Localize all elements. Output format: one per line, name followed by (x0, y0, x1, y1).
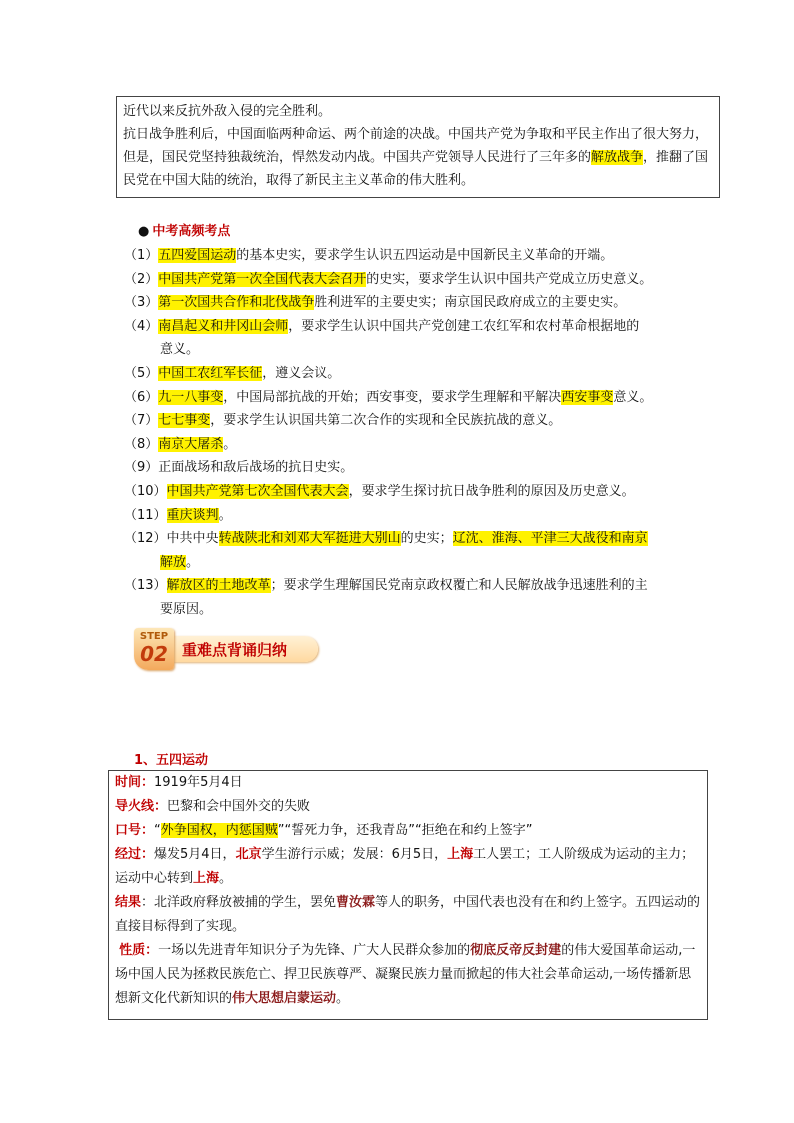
item-highlight: 七七事变 (158, 413, 211, 429)
item-highlight: 重庆谈判 (166, 507, 219, 523)
list-item (124, 456, 684, 480)
time-value: 1919年5月4日 (154, 775, 243, 790)
item-number: （8） (124, 436, 159, 452)
course-beijing: 北京 (235, 847, 262, 862)
item-text: ，要求学生认识国共第二次合作的实现和全民族抗战的意义。 (210, 413, 562, 429)
course-text-end: 。 (219, 871, 233, 886)
list-item-continuation (124, 598, 684, 622)
list-item (124, 244, 684, 268)
item-highlight-2: 西安事变 (561, 389, 614, 405)
list-item (124, 362, 684, 386)
item-text: ；要求学生理解国民党南京政权覆亡和人民解放战争迅速胜利的主 (270, 578, 648, 594)
item-highlight: 中国共产党第七次全国代表大会 (166, 483, 349, 499)
item-highlight-continued: 解放 (160, 554, 187, 570)
section-title: 1、五四运动 (134, 753, 209, 768)
item-number: （10） (124, 483, 167, 499)
item-number: （5） (124, 365, 159, 381)
item-text: 的基本史实，要求学生认识五四运动是中国新民主义革命的开端。 (236, 248, 614, 263)
bullet-icon: ● (138, 224, 150, 239)
nature-text: 一场以先进青年知识分子为先锋、广大人民群众参加的 (158, 943, 471, 958)
exam-points-list (124, 244, 684, 622)
item-text: 。 (223, 436, 237, 452)
item-number: （11） (124, 507, 167, 523)
item-number: （1） (124, 248, 159, 263)
nature-row (115, 939, 701, 1011)
slogan-row (115, 819, 701, 843)
summary-line: 近代以来反抗外敌入侵的完全胜利。 (123, 104, 332, 119)
list-item (124, 504, 684, 528)
result-label: 结果 (115, 895, 142, 910)
item-highlight: 中国工农红军长征 (158, 365, 263, 381)
item-text: ，遵义会议。 (262, 365, 341, 381)
item-number: （3） (124, 295, 159, 311)
course-row (115, 843, 701, 891)
time-label: 时间： (115, 775, 155, 790)
item-highlight: 转战陕北和刘邓大军挺进大别山 (218, 531, 401, 547)
item-number: （12） (124, 531, 167, 547)
step-title-bar (168, 636, 318, 662)
exam-points-heading (138, 220, 230, 239)
list-item (124, 574, 684, 598)
result-name: 曹汝霖 (336, 895, 376, 910)
item-highlight: 南京大屠杀 (158, 436, 224, 452)
item-highlight: 南昌起义和井冈山会师 (158, 318, 289, 334)
list-item (124, 291, 684, 315)
item-number: （7） (124, 413, 159, 429)
nature-emphasis-2: 伟大思想启蒙运动 (232, 991, 337, 1006)
slogan-rest: ”“誓死力争，还我青岛”“拒绝在和约上签字” (277, 823, 533, 838)
summary-paragraph (123, 123, 713, 192)
list-item (124, 315, 684, 339)
result-text-2: 等人的职务，中国代表也没有在和约上签字。五四运动的直接目标得到了实现。 (115, 895, 701, 934)
course-label: 经过： (115, 847, 155, 862)
step-banner (134, 628, 318, 670)
list-item-continuation (124, 338, 684, 362)
summary-text: 抗日战争胜利后，中国面临两种命运、两个前途的决战。中国共产党为争取和平民主作出了很大努力，但是，国民党坚持独裁统治，悍然发动内战。中国共产党领导人民进行了三年多的 (123, 127, 709, 165)
fuse-label: 导火线： (115, 799, 168, 814)
item-highlight: 中国共产党第一次全国代表大会召开 (158, 271, 367, 287)
item-text: 。 (218, 507, 232, 523)
item-number: （9） (124, 460, 159, 476)
slogan-quote: “ (154, 823, 161, 838)
exam-points-title: 中考高频考点 (152, 224, 231, 239)
item-text: 的史实； (400, 531, 453, 547)
course-text: 爆发5月4日， (154, 847, 236, 862)
time-row (115, 771, 701, 795)
step-badge (134, 628, 174, 670)
highlight-liberation-war: 解放战争 (591, 150, 644, 165)
item-text: ，要求学生探讨抗日战争胜利的原因及历史意义。 (348, 483, 635, 499)
nature-emphasis: 彻底反帝反封建 (470, 943, 562, 958)
slogan-highlight: 外争国权，内惩国贼 (160, 823, 278, 838)
list-item (124, 527, 684, 551)
list-item-continuation (124, 551, 684, 575)
item-text: 正面战场和敌后战场的抗日史实。 (158, 460, 354, 476)
result-text: ：北洋政府释放被捕的学生，罢免 (141, 895, 337, 910)
nature-label: 性质： (119, 943, 159, 958)
item-number: （4） (124, 318, 159, 334)
item-text: 胜利进军的主要史实；南京国民政府成立的主要史实。 (314, 295, 627, 311)
course-text-2: 学生游行示威；发展：6月5日， (261, 847, 448, 862)
nature-text-end: 。 (336, 991, 350, 1006)
step-word: STEP (139, 631, 169, 642)
fuse-value: 巴黎和会中国外交的失败 (167, 799, 311, 814)
item-text: 的史实，要求学生认识中国共产党成立历史意义。 (366, 271, 653, 287)
step-title: 重难点背诵归纳 (182, 641, 288, 659)
list-item (124, 386, 684, 410)
item-text-end: 意义。 (613, 389, 653, 405)
step-number: 02 (140, 642, 168, 666)
item-highlight: 解放区的土地改革 (166, 578, 271, 594)
item-text-continued (124, 551, 684, 575)
fuse-row (115, 795, 701, 819)
item-text-continued: 意义。 (160, 342, 200, 358)
nature-text-2: 的伟大爱国革命运动,一场中国人民为拯救民族危亡、捍卫民族尊严、凝聚民族力量而掀起的伟大社会革命运动,一场传播新思想新文化代新知识的 (115, 943, 696, 1006)
item-text: ，中国局部抗战的开始；西安事变，要求学生理解和平解决 (223, 389, 562, 405)
course-shanghai-2: 上海 (193, 871, 220, 886)
course-text-3: 工人罢工；工人阶级成为运动的主力；运动中心转到 (115, 847, 695, 886)
slogan-label: 口号： (115, 823, 155, 838)
item-text-pre: 中共中央 (166, 531, 219, 547)
course-shanghai: 上海 (447, 847, 474, 862)
item-text: ，要求学生认识中国共产党创建工农红军和农村革命根据地的 (288, 318, 640, 334)
item-highlight: 五四爱国运动 (158, 248, 237, 263)
item-number: （2） (124, 271, 159, 287)
item-highlight: 九一八事变 (158, 389, 224, 405)
result-row (115, 891, 701, 939)
item-text-continued: 要原因。 (160, 601, 213, 617)
summary-text-end: ，推翻了国民党在中国大陆的统治，取得了新民主主义革命的伟大胜利。 (123, 150, 709, 188)
item-text-end: 。 (186, 554, 200, 570)
item-highlight-2: 辽沈、淮海、平津三大战役和南京 (452, 531, 648, 547)
list-item (124, 433, 684, 457)
list-item (124, 409, 684, 433)
item-highlight: 第一次国共合作和北伐战争 (158, 295, 315, 311)
list-item (124, 480, 684, 504)
item-number: （6） (124, 389, 159, 405)
may-fourth-box (108, 770, 708, 1020)
list-item (124, 268, 684, 292)
summary-box (116, 96, 720, 198)
item-number: （13） (124, 578, 167, 594)
